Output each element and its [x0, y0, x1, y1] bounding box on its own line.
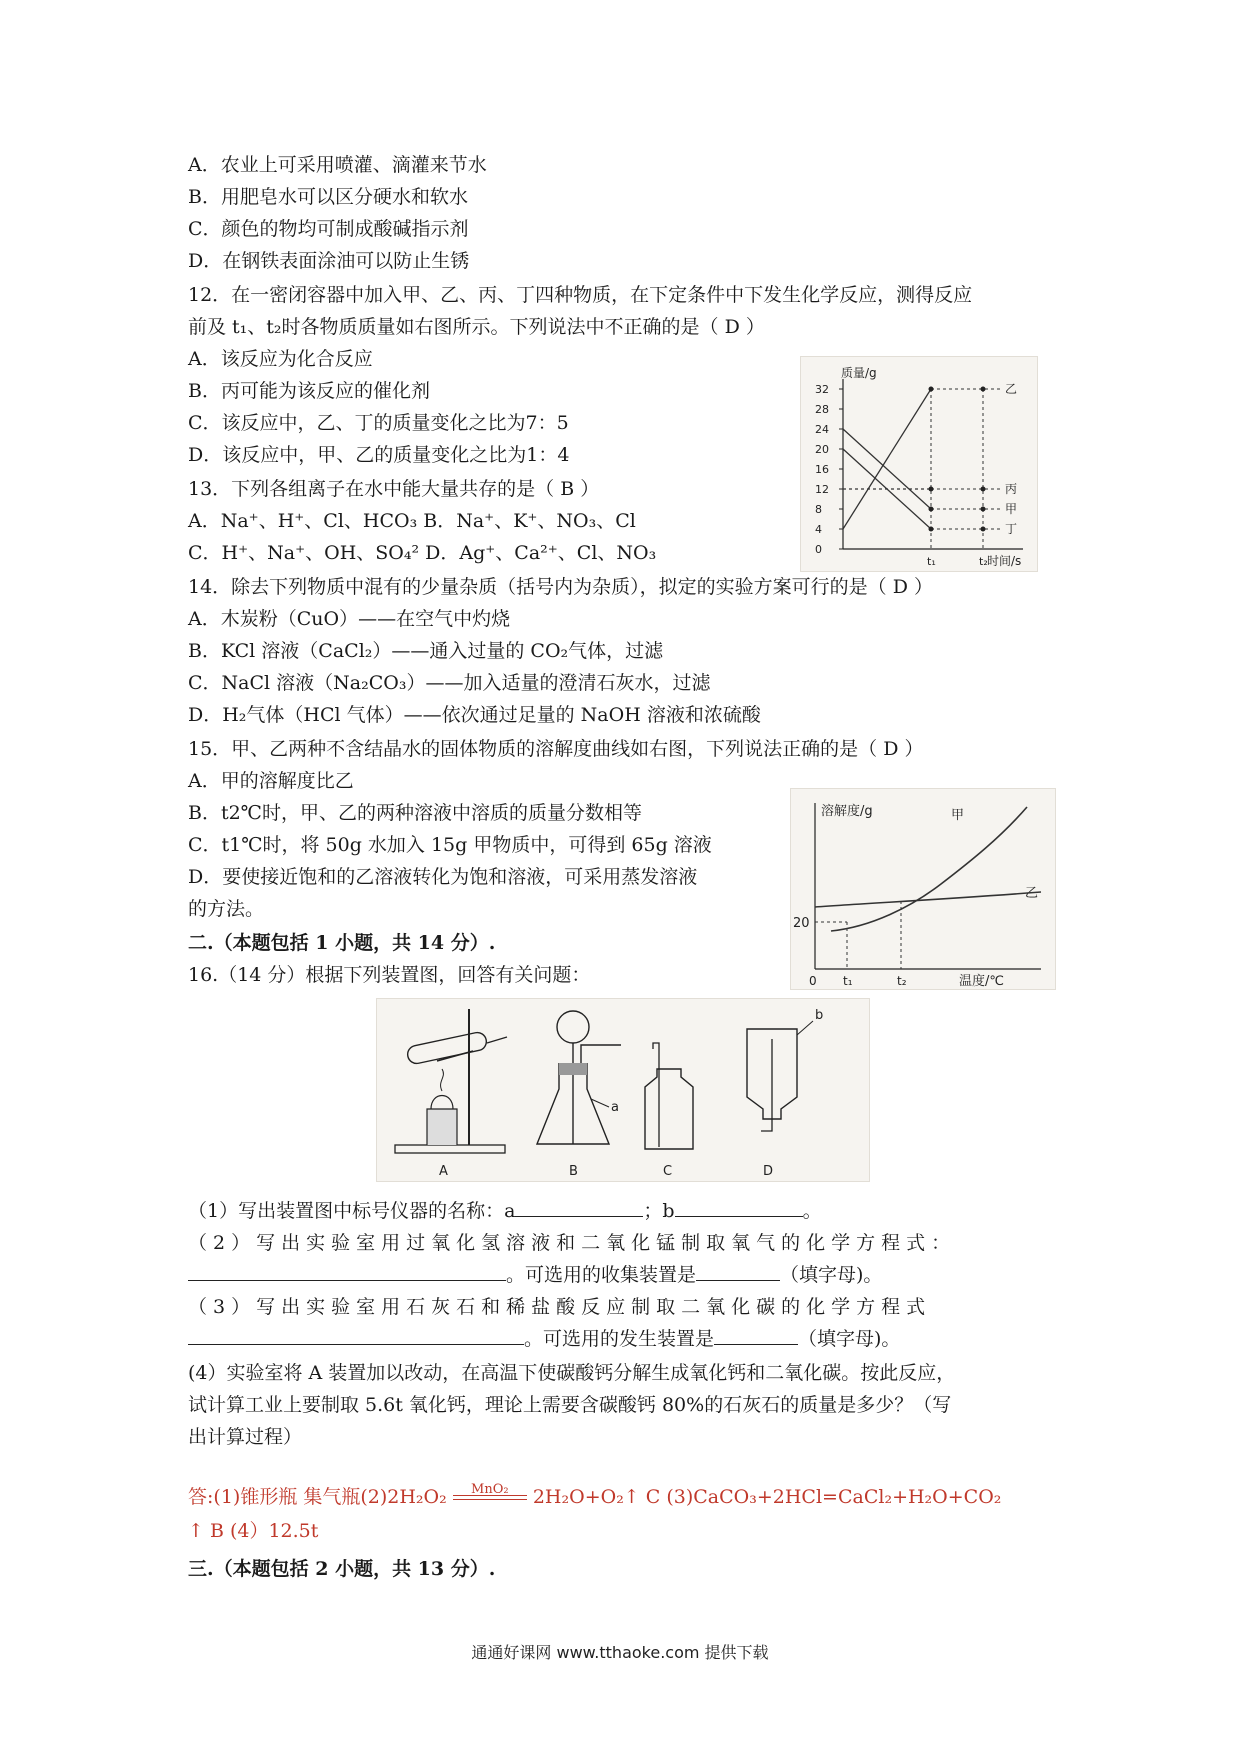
q11-option-d: D．在钢铁表面涂油可以防止生锈	[188, 250, 470, 272]
chart15-xlabel: 温度/℃	[959, 974, 1004, 989]
chart12-point	[929, 507, 934, 512]
chart15-y20: 20	[793, 916, 810, 931]
chart12-series-label: 甲	[1005, 502, 1018, 516]
q16-part2-line1: （2）写出实验室用过氧化氢溶液和二氧化锰制取氧气的化学方程式：	[188, 1232, 957, 1254]
q16-part4-line2: 试计算工业上要制取 5.6t 氧化钙，理论上需要含碳酸钙 80%的石灰石的质量是多少？（写	[188, 1394, 952, 1416]
chart12-ytick-label: 28	[815, 403, 829, 416]
q16-stem: 16.（14 分）根据下列装置图，回答有关问题：	[188, 964, 591, 986]
chart12-ytick-label: 20	[815, 443, 829, 456]
q16-part2-line2: 。可选用的收集装置是 （填字母)。	[188, 1262, 882, 1288]
q12-stem-line1: 12．在一密闭容器中加入甲、乙、丙、丁四种物质，在下定条件中下发生化学反应，测得反应	[188, 284, 973, 306]
q14-option-d: D．H₂气体（HCl 气体）——依次通过足量的 NaOH 溶液和浓硫酸	[188, 704, 761, 726]
chart12-series-line	[843, 429, 931, 509]
catalyst-arrow: MnO₂	[453, 1485, 527, 1511]
q12-option-c: C．该反应中，乙、丁的质量变化之比为7：5	[188, 412, 569, 434]
chart12-ytick-label: 8	[815, 503, 822, 516]
q15-option-d-cont: 的方法。	[188, 898, 265, 920]
chart12-point	[981, 387, 986, 392]
answer-blank-equation-co2[interactable]	[188, 1326, 524, 1345]
q12-option-a: A．该反应为化合反应	[188, 348, 373, 370]
q12-mass-time-chart	[800, 356, 1038, 572]
svg-text:a: a	[611, 1100, 619, 1115]
svg-text:D: D	[763, 1164, 774, 1179]
footer-source: 通通好课网 www.tthaoke.com 提供下载	[471, 1643, 769, 1662]
chart12-point	[929, 487, 934, 492]
chart15-curve-jia	[831, 807, 1027, 931]
apparatus-d	[747, 1008, 823, 1179]
q15-option-a: A．甲的溶解度比乙	[188, 770, 354, 792]
chart12-point	[981, 527, 986, 532]
svg-text:A: A	[439, 1164, 448, 1179]
q14-option-b: B．KCl 溶液（CaCl₂）——通入过量的 CO₂气体，过滤	[188, 640, 664, 662]
chart12-point	[929, 527, 934, 532]
svg-text:B: B	[569, 1164, 578, 1179]
chart12-point	[929, 387, 934, 392]
chart12-series-line	[843, 389, 931, 529]
chart12-ytick-label: 0	[815, 543, 822, 556]
q11-option-b: B．用肥皂水可以区分硬水和软水	[188, 186, 468, 208]
q16-part4-line3: 出计算过程）	[188, 1426, 303, 1448]
chart15-label-yi: 乙	[1025, 886, 1039, 901]
q16-part3-line2: 。可选用的发生装置是 （填字母)。	[188, 1326, 900, 1352]
q14-stem: 14．除去下列物质中混有的少量杂质（括号内为杂质），拟定的实验方案可行的是（ D ）	[188, 576, 933, 598]
section-2-heading: 二.（本题包括 1 小题，共 14 分）.	[188, 932, 496, 954]
chart12-series-label: 丙	[1005, 482, 1018, 496]
q13-options-ab: A．Na⁺、H⁺、Cl、HCO₃ B．Na⁺、K⁺、NO₃、Cl	[188, 510, 636, 532]
q15-option-d: D．要使接近饱和的乙溶液转化为饱和溶液，可采用蒸发溶液	[188, 866, 698, 888]
section-3-heading: 三.（本题包括 2 小题，共 13 分）.	[188, 1558, 496, 1580]
q14-option-a: A．木炭粉（CuO）——在空气中灼烧	[188, 608, 511, 630]
q12-option-b: B．丙可能为该反应的催化剂	[188, 380, 430, 402]
chart15-origin: 0	[809, 974, 817, 988]
answer-blank-equation-o2[interactable]	[188, 1262, 506, 1281]
chart12-ylabel: 质量/g	[841, 366, 877, 380]
chart12-ytick-label: 12	[815, 483, 829, 496]
answer-blank-a[interactable]	[515, 1198, 643, 1217]
q11-option-c: C．颜色的物均可制成酸碱指示剂	[188, 218, 469, 240]
q16-part3-line1: （3）写出实验室用石灰石和稀盐酸反应制取二氧化碳的化学方程式	[188, 1296, 932, 1318]
svg-text:b: b	[815, 1008, 824, 1023]
apparatus-a	[395, 1009, 507, 1179]
q16-part1: （1）写出装置图中标号仪器的名称：a ；b 。	[188, 1200, 822, 1222]
chart12-ytick-label: 16	[815, 463, 829, 476]
q13-stem: 13．下列各组离子在水中能大量共存的是（ B ）	[188, 478, 600, 500]
apparatus-figure	[376, 998, 870, 1182]
chart12-ytick-label: 4	[815, 523, 822, 536]
svg-text:C: C	[663, 1164, 673, 1179]
q14-option-c: C．NaCl 溶液（Na₂CO₃）——加入适量的澄清石灰水，过滤	[188, 672, 711, 694]
q15-option-b: B．t2℃时，甲、乙的两种溶液中溶质的质量分数相等	[188, 802, 642, 824]
chart12-series-label: 丁	[1005, 522, 1018, 536]
apparatus-b	[537, 1011, 621, 1179]
q11-option-a: A．农业上可采用喷灌、滴灌来节水	[188, 154, 487, 176]
chart12-series-label: 乙	[1005, 382, 1018, 396]
q15-solubility-chart	[790, 788, 1056, 990]
chart12-ytick-label: 32	[815, 383, 829, 396]
q12-option-d: D．该反应中，甲、乙的质量变化之比为1：4	[188, 444, 570, 466]
answer-line1: 答:(1)锥形瓶 集气瓶(2)2H₂O₂ MnO₂ 2H₂O+O₂↑ C (3)CaCO₃+2HCl=CaCl₂+H₂O+CO₂	[188, 1484, 1001, 1511]
chart15-label-jia: 甲	[951, 808, 965, 823]
answer-line2: ↑ B (4）12.5t	[188, 1520, 319, 1542]
answer-blank-generator[interactable]	[714, 1326, 798, 1345]
chart12-xtick-label: t₂	[979, 555, 988, 568]
q15-stem: 15．甲、乙两种不含结晶水的固体物质的溶解度曲线如右图，下列说法正确的是（ D ）	[188, 738, 924, 760]
chart12-point	[981, 507, 986, 512]
q16-part4-line1: (4）实验室将 A 装置加以改动，在高温下使碳酸钙分解生成氧化钙和二氧化碳。按此反应，	[188, 1362, 956, 1384]
q13-options-cd: C．H⁺、Na⁺、OH、SO₄² D．Ag⁺、Ca²⁺、Cl、NO₃	[188, 542, 657, 564]
apparatus-c	[645, 1043, 693, 1179]
q15-option-c: C．t1℃时，将 50g 水加入 15g 甲物质中，可得到 65g 溶液	[188, 834, 712, 856]
chart12-point	[981, 487, 986, 492]
answer-blank-b[interactable]	[675, 1198, 803, 1217]
q12-stem-line2: 前及 t₁、t₂时各物质质量如右图所示。下列说法中不正确的是（ D ）	[188, 316, 765, 338]
chart15-t1: t₁	[843, 974, 853, 988]
chart12-xlabel: 时间/s	[987, 554, 1022, 568]
chart12-ytick-label: 24	[815, 423, 829, 436]
chart15-ylabel: 溶解度/g	[821, 804, 873, 819]
chart12-xtick-label: t₁	[927, 555, 936, 568]
answer-blank-collect[interactable]	[696, 1262, 780, 1281]
chart15-t2: t₂	[897, 974, 907, 988]
